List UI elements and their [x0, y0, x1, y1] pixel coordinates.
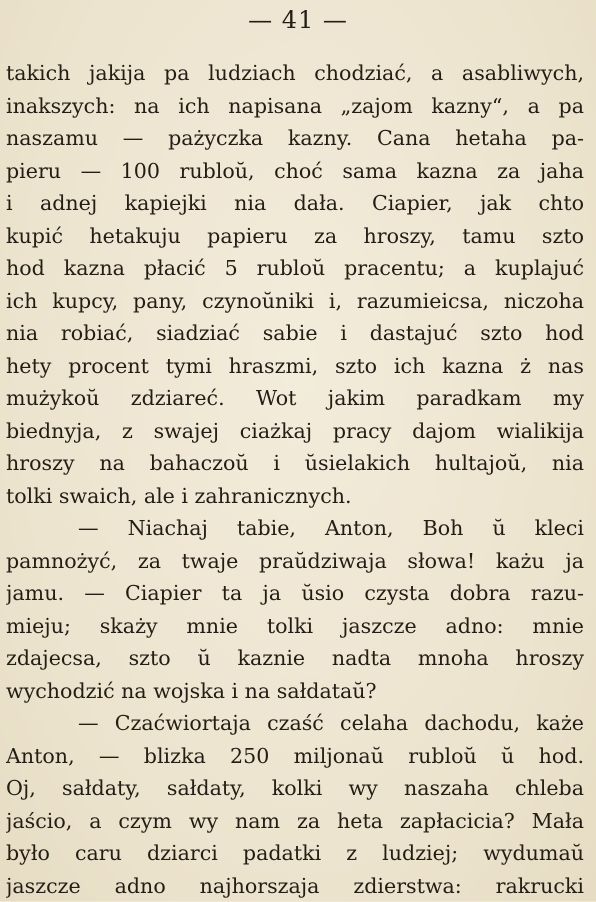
- text-line: hod kazna płacić 5 rubloŭ pracentu; a kuplajuć: [6, 252, 584, 285]
- text-line: naszamu — pażyczka kazny. Cana hetaha pa-: [6, 122, 584, 155]
- text-line: inakszych: na ich napisana „zajom kazny“, a pa: [6, 90, 584, 123]
- text-line: takich jakija pa ludziach chodziać, a asabliwych,: [6, 57, 584, 90]
- text-line: Oj, sałdaty, sałdaty, kolki wy naszaha chleba: [6, 772, 584, 805]
- body-text: [6, 57, 584, 902]
- text-line: Anton, — blizka 250 miljonaŭ rubloŭ ŭ hod.: [6, 740, 584, 773]
- text-line: ich kupcy, pany, czynoŭniki i, razumieicsa, niczoha: [6, 285, 584, 318]
- text-line: jamu. — Ciapier ta ja ŭsio czysta dobra razu-: [6, 577, 584, 610]
- text-line: mieju; skaży mnie tolki jaszcze adno: mnie: [6, 610, 584, 643]
- text-line: pamnożyć, za twaje praŭdziwaja słowa! każu ja: [6, 545, 584, 578]
- text-line: — Niachaj tabie, Anton, Boh ŭ kleci: [6, 512, 584, 545]
- text-line: — Czaćwiortaja czaść celaha dachodu, każe: [6, 707, 584, 740]
- page-number: — 41 —: [0, 6, 596, 34]
- text-line: mużykoŭ zdziareć. Wot jakim paradkam my: [6, 382, 584, 415]
- text-line: hety procent tymi hraszmi, szto ich kazna ż nas: [6, 350, 584, 383]
- text-line: zdajecsa, szto ŭ kaznie nadta mnoha hroszy: [6, 642, 584, 675]
- text-line: jaścio, a czym wy nam za heta zapłacicia? Mała: [6, 805, 584, 838]
- text-line: było caru dziarci padatki z ludziej; wydumaŭ: [6, 837, 584, 870]
- text-line: hroszy na bahaczoŭ i ŭsielakich hultajoŭ, nia: [6, 447, 584, 480]
- text-line: jaszcze adno najhorszaja zdierstwa: rakrucki: [6, 870, 584, 902]
- text-line: nia robiać, siadziać sabie i dastajuć szto hod: [6, 317, 584, 350]
- text-line: kupić hetakuju papieru za hroszy, tamu szto: [6, 220, 584, 253]
- text-line: i adnej kapiejki nia dała. Ciapier, jak chto: [6, 187, 584, 220]
- text-line: pieru — 100 rubloŭ, choć sama kazna za jaha: [6, 155, 584, 188]
- text-line: biednyja, z swajej ciażkaj pracy dajom wialikija: [6, 415, 584, 448]
- text-line: tolki swaich, ale i zahranicznych.: [6, 480, 584, 513]
- text-line: wychodzić na wojska i na sałdataŭ?: [6, 675, 584, 708]
